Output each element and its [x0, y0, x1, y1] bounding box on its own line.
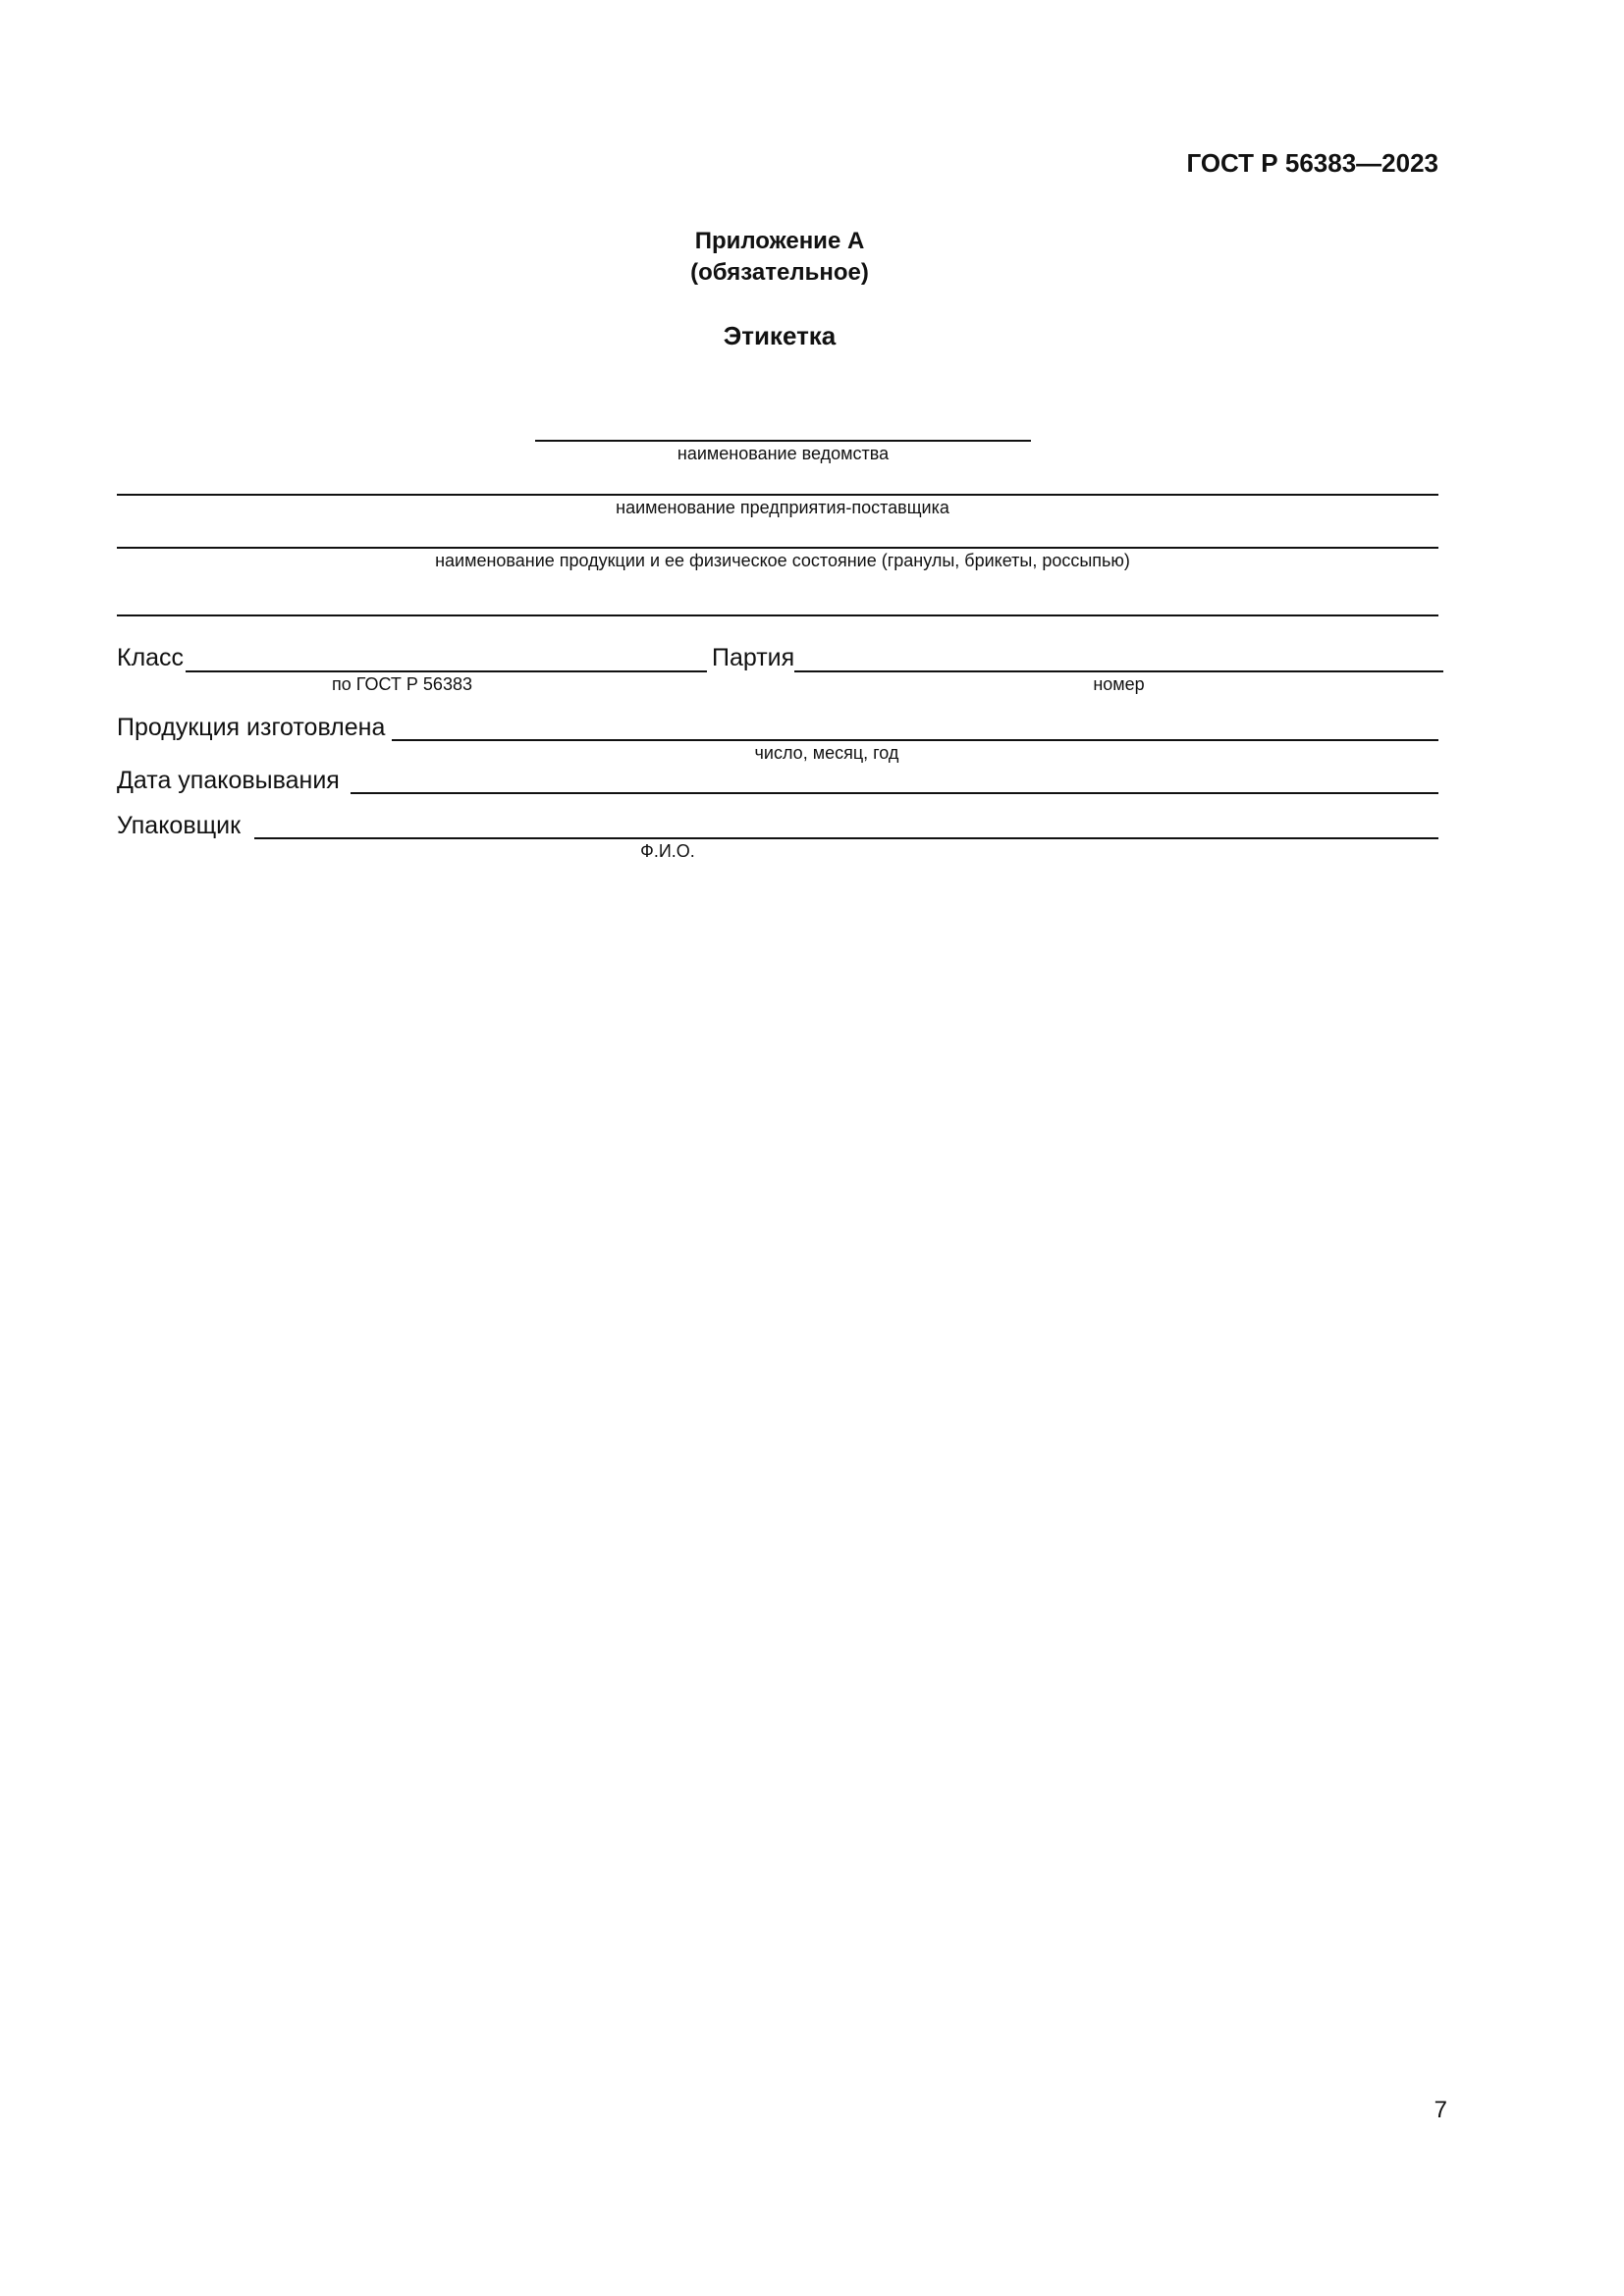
packer-line — [254, 837, 1438, 839]
label-heading: Этикетка — [723, 321, 837, 350]
supplier-line — [117, 494, 1438, 496]
class-line — [186, 670, 707, 672]
document-code: ГОСТ Р 56383—2023 — [1186, 148, 1438, 178]
agency-caption: наименование ведомства — [677, 444, 890, 463]
product-line — [117, 547, 1438, 549]
appendix-status: (обязательное) — [690, 259, 869, 286]
packing-date-line — [351, 792, 1438, 794]
manufactured-caption: число, месяц, год — [754, 743, 899, 763]
agency-line — [535, 440, 1031, 442]
packer-label: Упаковщик — [117, 812, 242, 839]
packer-caption: Ф.И.О. — [640, 841, 695, 861]
batch-label: Партия — [712, 644, 795, 671]
packing-date-label: Дата упаковывания — [117, 767, 340, 794]
class-label: Класс — [117, 644, 185, 671]
manufactured-label: Продукция изготовлена — [117, 714, 386, 741]
manufactured-line — [392, 739, 1438, 741]
product-extra-line — [117, 614, 1438, 616]
product-caption: наименование продукции и ее физическое состояние (гранулы, брикеты, россыпью) — [435, 551, 1130, 570]
page-number: 7 — [1434, 2097, 1447, 2123]
class-caption: по ГОСТ Р 56383 — [332, 674, 472, 694]
batch-caption: номер — [1093, 674, 1145, 694]
batch-line — [794, 670, 1443, 672]
appendix-title: Приложение А — [694, 228, 865, 254]
supplier-caption: наименование предприятия-поставщика — [616, 498, 949, 517]
